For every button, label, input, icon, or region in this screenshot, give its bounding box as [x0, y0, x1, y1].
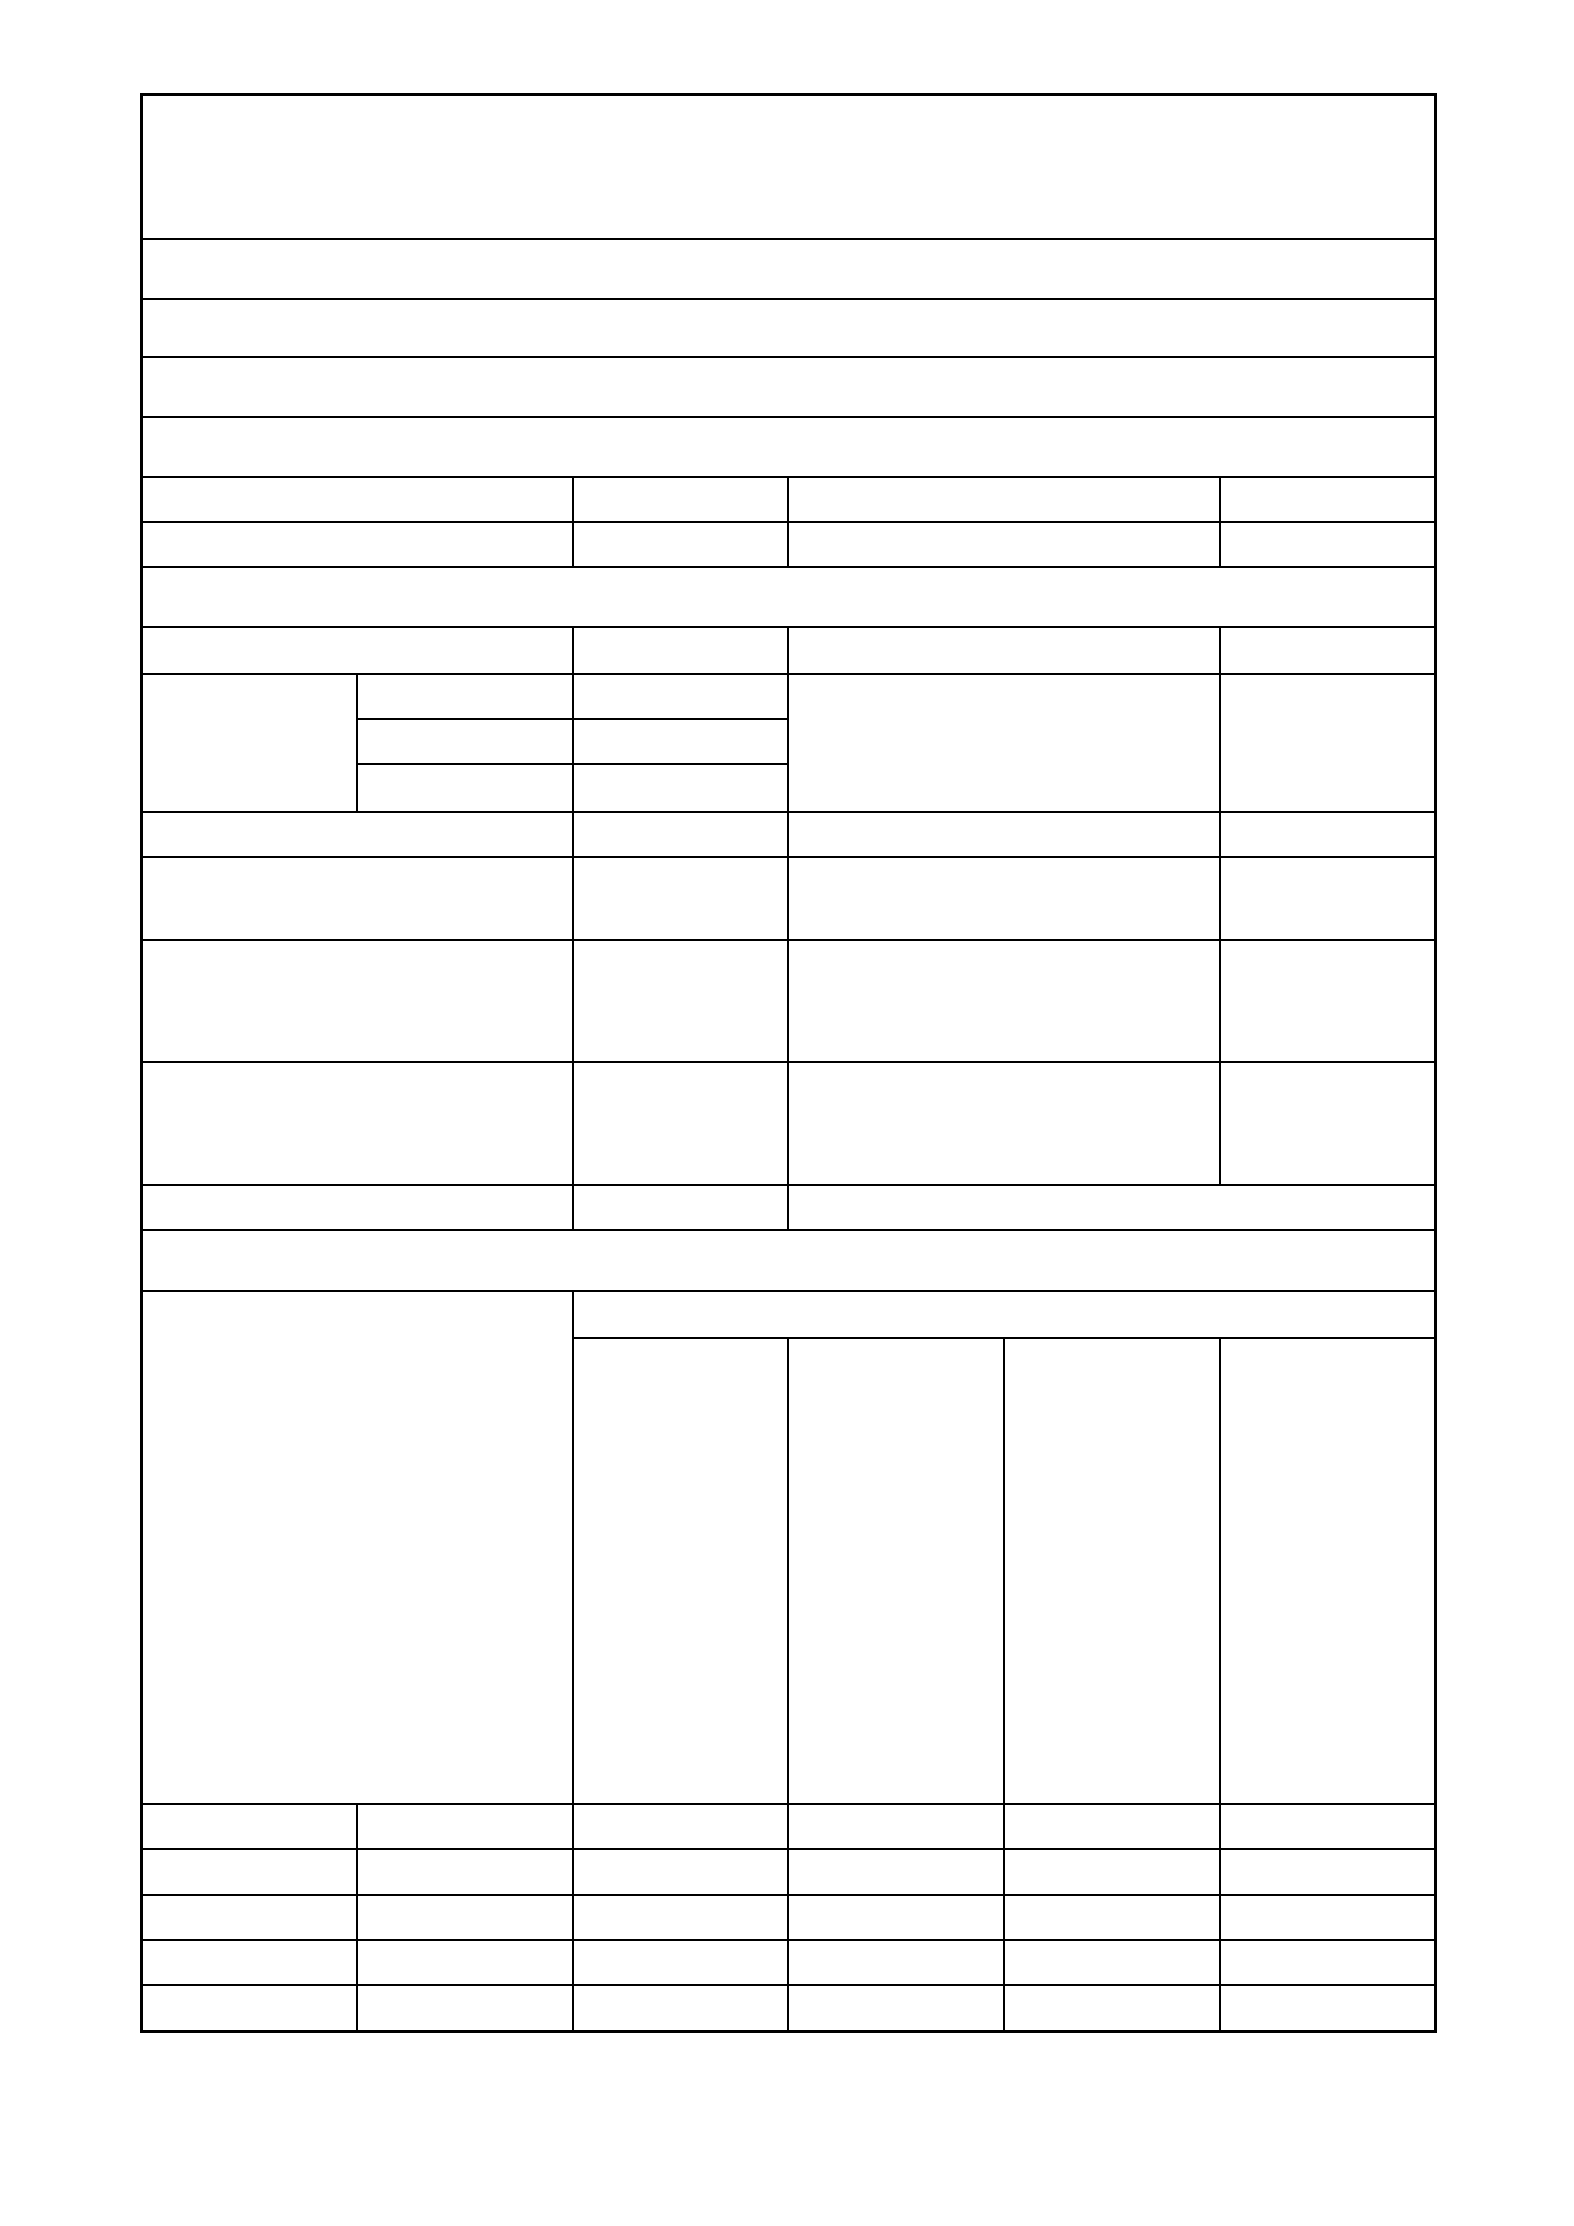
table-cell [1220, 812, 1436, 857]
tall-column-cell [1220, 1338, 1436, 1804]
tall-column-cell [788, 1338, 1004, 1804]
table-cell [788, 1185, 1435, 1230]
table-cell [357, 1940, 573, 1985]
table-row [142, 95, 1436, 239]
table-row [142, 674, 1436, 719]
table-row [142, 1985, 1436, 2032]
table-body [142, 95, 1436, 2032]
nested-left-cell [142, 674, 358, 812]
table-row [142, 1230, 1436, 1291]
table-cell [573, 857, 789, 940]
table-row [142, 1291, 1436, 1338]
table-cell [142, 857, 573, 940]
table-cell [788, 1940, 1004, 1985]
table-cell [142, 1849, 358, 1895]
table-cell [1004, 1940, 1220, 1985]
full-width-cell [142, 299, 1436, 357]
table-cell [1220, 940, 1436, 1062]
table-cell [573, 1804, 789, 1849]
table-cell [1220, 857, 1436, 940]
table-cell [788, 1895, 1004, 1940]
table-cell [1004, 1804, 1220, 1849]
table-cell [142, 1185, 573, 1230]
table-cell [573, 940, 789, 1062]
table-cell [788, 627, 1219, 674]
nested-tall-cell [788, 674, 1219, 812]
full-width-cell [142, 357, 1436, 417]
table-cell [573, 522, 789, 567]
table-row [142, 1940, 1436, 1985]
table-row [142, 627, 1436, 674]
table-cell [573, 1849, 789, 1895]
table-row [142, 357, 1436, 417]
table-cell [573, 674, 789, 719]
table-cell [573, 1940, 789, 1985]
table-cell [357, 764, 573, 812]
table-row [142, 1185, 1436, 1230]
table-cell [1220, 522, 1436, 567]
table-cell [1220, 627, 1436, 674]
table-cell [788, 1849, 1004, 1895]
table-cell [357, 1804, 573, 1849]
table-cell [357, 1895, 573, 1940]
table-cell [142, 522, 573, 567]
table-row [142, 239, 1436, 299]
table-cell [788, 477, 1219, 522]
table-cell [142, 1062, 573, 1185]
table-cell [573, 1985, 789, 2032]
table-cell [573, 719, 789, 764]
table-cell [142, 812, 573, 857]
table-cell [788, 1804, 1004, 1849]
table-cell [1220, 1895, 1436, 1940]
table-cell [1220, 1985, 1436, 2032]
table-cell [1004, 1849, 1220, 1895]
table-row [142, 1804, 1436, 1849]
table-cell [142, 627, 573, 674]
table-cell [142, 477, 573, 522]
table-row [142, 567, 1436, 627]
table-cell [142, 1895, 358, 1940]
full-width-cell [142, 417, 1436, 477]
table-cell [1220, 1849, 1436, 1895]
table-row [142, 299, 1436, 357]
header-box [142, 95, 1436, 239]
table-row [142, 857, 1436, 940]
full-width-cell [142, 567, 1436, 627]
table-cell [788, 1062, 1219, 1185]
table-cell [357, 1849, 573, 1895]
table-row [142, 940, 1436, 1062]
table-cell [573, 764, 789, 812]
table-cell [142, 940, 573, 1062]
table-cell [788, 522, 1219, 567]
table-row [142, 1895, 1436, 1940]
full-width-cell [142, 1230, 1436, 1291]
table-cell [142, 1985, 358, 2032]
table-cell [142, 1804, 358, 1849]
table-cell [573, 477, 789, 522]
nested-right-cell [1220, 674, 1436, 812]
table-cell [573, 1895, 789, 1940]
table-cell [1220, 477, 1436, 522]
table-row [142, 1849, 1436, 1895]
table-cell [788, 940, 1219, 1062]
table-cell [142, 1940, 358, 1985]
tall-column-cell [1004, 1338, 1220, 1804]
table-row [142, 417, 1436, 477]
table-cell [788, 857, 1219, 940]
table-cell [1004, 1895, 1220, 1940]
table-cell [1220, 1062, 1436, 1185]
table-cell [1220, 1804, 1436, 1849]
table-cell [357, 719, 573, 764]
blank-form-table [140, 93, 1437, 2033]
table-row [142, 812, 1436, 857]
table-cell [788, 812, 1219, 857]
table-cell [1220, 1940, 1436, 1985]
table-cell [357, 1985, 573, 2032]
table-cell [788, 1985, 1004, 2032]
table-cell [573, 1062, 789, 1185]
section-strip-cell [573, 1291, 1436, 1338]
table-cell [573, 812, 789, 857]
big-left-cell [142, 1291, 573, 1804]
table-cell [573, 627, 789, 674]
table-row [142, 1062, 1436, 1185]
table-cell [1004, 1985, 1220, 2032]
table-row [142, 522, 1436, 567]
full-width-cell [142, 239, 1436, 299]
table-cell [357, 674, 573, 719]
tall-column-cell [573, 1338, 789, 1804]
table-cell [573, 1185, 789, 1230]
table-row [142, 477, 1436, 522]
